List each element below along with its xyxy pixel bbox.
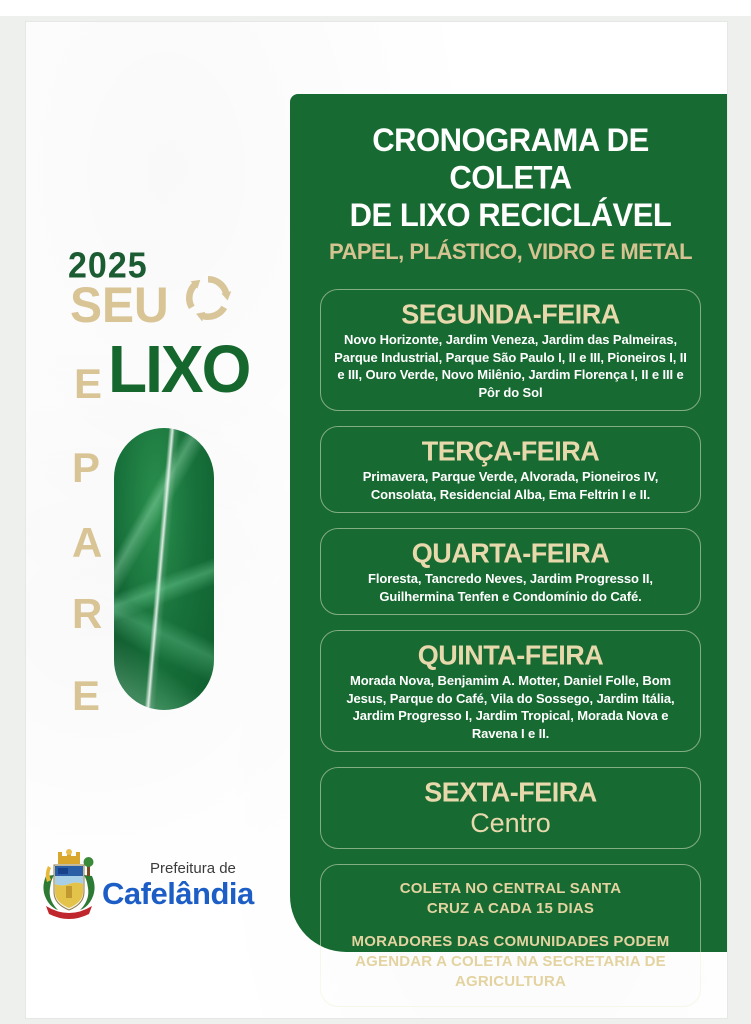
vertical-letter-e2: E — [72, 672, 101, 719]
word-seu: SEU — [70, 277, 169, 334]
org-prefix-label: Prefeitura de — [150, 860, 236, 877]
recycle-icon — [178, 268, 238, 328]
recycling-poster — [26, 22, 727, 1018]
day-title: SEXTA-FEIRA — [424, 776, 597, 808]
org-name-label: Cafelândia — [102, 876, 254, 911]
day-title: SEGUNDA-FEIRA — [401, 298, 620, 330]
vertical-letter-r: R — [72, 590, 103, 637]
day-areas: Morada Nova, Benjamim A. Motter, Daniel Folle, Bom Jesus, Parque do Café, Vila do Sossego, Jardim Itália, Jardim Progresso I, Jardim Tropical, Morada Nova e Ravena I e II. — [346, 673, 675, 741]
note-comunidades: MORADORES DAS COMUNIDADES PODEM AGENDAR A COLETA NA SECRETARIA DE AGRICULTURA — [351, 933, 670, 990]
footer-branding — [38, 846, 298, 946]
crumpled-green-bottle-image — [114, 428, 214, 710]
day-areas: Novo Horizonte, Jardim Veneza, Jardim das Palmeiras, Parque Industrial, Parque São Paulo I, II e III, Pioneiros I, II e III, Ouro Verde, Novo Milênio, Jardim Florença I, II e III e Pôr do Sol — [334, 332, 687, 400]
cafelandia-coat-of-arms — [38, 848, 100, 925]
card-segunda-feira — [320, 289, 701, 411]
schedule-title-line2: DE LIXO RECICLÁVEL — [349, 196, 672, 234]
card-terca-feira — [320, 426, 701, 513]
day-title: QUARTA-FEIRA — [411, 537, 610, 569]
schedule-panel — [290, 94, 727, 990]
day-areas: Floresta, Tancredo Neves, Jardim Progresso II, Guilhermina Tenfen e Condomínio do Café. — [368, 571, 653, 604]
notes-box — [320, 864, 701, 1007]
schedule-title-line1: CRONOGRAMA DE COLETA — [372, 121, 649, 196]
vertical-letter-e: E — [74, 360, 103, 407]
card-sexta-feira — [320, 767, 701, 849]
year-label: 2025 — [68, 246, 148, 286]
day-areas: Primavera, Parque Verde, Alvorada, Pioneiros IV, Consolata, Residencial Alba, Ema Feltrin I e II. — [362, 469, 659, 502]
vertical-letter-a: A — [72, 519, 103, 566]
word-lixo: LIXO — [108, 331, 250, 407]
card-quinta-feira — [320, 630, 701, 752]
day-areas: Centro — [470, 808, 551, 838]
day-cards — [320, 289, 701, 1007]
photo-top-margin — [0, 0, 751, 16]
note-central-santa-cruz: COLETA NO CENTRAL SANTA CRUZ A CADA 15 DIAS — [399, 880, 622, 917]
vertical-letter-p: P — [72, 444, 101, 491]
day-title: TERÇA-FEIRA — [421, 435, 600, 467]
schedule-title — [320, 122, 701, 234]
day-title: QUINTA-FEIRA — [417, 639, 604, 671]
schedule-subtitle: PAPEL, PLÁSTICO, VIDRO E METAL — [328, 239, 693, 264]
card-quarta-feira — [320, 528, 701, 615]
